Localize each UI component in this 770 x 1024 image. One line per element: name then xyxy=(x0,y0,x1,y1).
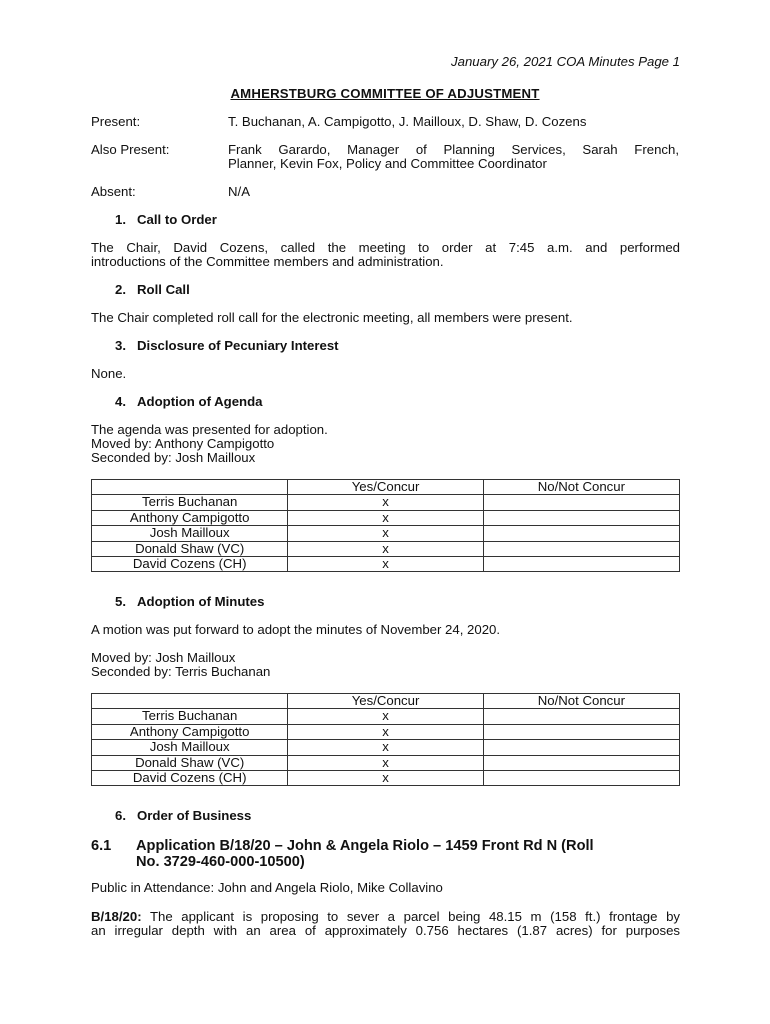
no-mark xyxy=(483,557,679,572)
no-mark xyxy=(483,709,679,724)
agenda-line-1: The agenda was presented for adoption. xyxy=(91,422,328,437)
application-title-line-1: Application B/18/20 – John & Angela Riolo – 1459 Front Rd N (Roll xyxy=(136,838,594,854)
present-value: T. Buchanan, A. Campigotto, J. Mailloux, D. Shaw, D. Cozens xyxy=(228,114,587,129)
minutes-line-1: A motion was put forward to adopt the minutes of November 24, 2020. xyxy=(91,622,501,637)
absent-value: N/A xyxy=(228,184,250,199)
yes-mark: x xyxy=(288,510,483,525)
no-mark xyxy=(483,541,679,556)
section-heading-roll-call xyxy=(115,283,190,298)
table-row xyxy=(92,526,680,541)
no-mark xyxy=(483,526,679,541)
section-title: Order of Business xyxy=(137,808,252,823)
application-description-text: The applicant is proposing to sever a parcel being 48.15 m (158 ft.) frontage by xyxy=(141,909,680,924)
member-name: Josh Mailloux xyxy=(92,526,288,541)
table-row xyxy=(92,755,680,770)
section-number: 5. xyxy=(115,594,126,609)
public-in-attendance: Public in Attendance: John and Angela Riolo, Mike Collavino xyxy=(91,880,443,895)
no-concur-header: No/Not Concur xyxy=(483,694,679,709)
page-header: January 26, 2021 COA Minutes Page 1 xyxy=(451,54,680,69)
section-number: 6. xyxy=(115,808,126,823)
table-row xyxy=(92,495,680,510)
table-row xyxy=(92,541,680,556)
table-cell xyxy=(92,480,288,495)
section-title: Call to Order xyxy=(137,212,217,227)
call-to-order-line-2: introductions of the Committee members and administration. xyxy=(91,254,444,269)
application-description-line-2: an irregular depth with an area of approximately 0.756 hectares (1.87 acres) for purposes xyxy=(91,923,680,938)
table-header-row xyxy=(92,694,680,709)
no-concur-header: No/Not Concur xyxy=(483,480,679,495)
yes-mark: x xyxy=(288,755,483,770)
member-name: Anthony Campigotto xyxy=(92,724,288,739)
member-name: David Cozens (CH) xyxy=(92,771,288,786)
yes-concur-header: Yes/Concur xyxy=(288,480,483,495)
section-number: 1. xyxy=(115,212,126,227)
table-row xyxy=(92,510,680,525)
section-heading-order-of-business xyxy=(115,809,251,824)
member-name: Donald Shaw (VC) xyxy=(92,755,288,770)
also-present-line-1: Frank Garardo, Manager of Planning Services, Sarah French, xyxy=(228,142,679,157)
agenda-seconded-by: Seconded by: Josh Mailloux xyxy=(91,450,256,465)
section-number: 3. xyxy=(115,338,126,353)
section-title: Adoption of Minutes xyxy=(137,594,265,609)
yes-mark: x xyxy=(288,557,483,572)
yes-mark: x xyxy=(288,709,483,724)
table-row xyxy=(92,771,680,786)
table-row xyxy=(92,709,680,724)
application-heading xyxy=(91,838,691,872)
application-title-line-2: No. 3729-460-000-10500) xyxy=(136,854,305,871)
section-heading-adoption-of-agenda xyxy=(115,395,263,410)
minutes-seconded-by: Seconded by: Terris Buchanan xyxy=(91,664,271,679)
table-row xyxy=(92,740,680,755)
no-mark xyxy=(483,495,679,510)
member-name: Anthony Campigotto xyxy=(92,510,288,525)
section-number: 2. xyxy=(115,282,126,297)
table-cell xyxy=(92,694,288,709)
section-title: Roll Call xyxy=(137,282,190,297)
member-name: Terris Buchanan xyxy=(92,495,288,510)
section-title: Disclosure of Pecuniary Interest xyxy=(137,338,339,353)
no-mark xyxy=(483,510,679,525)
also-present-line-2: Planner, Kevin Fox, Policy and Committee Coordinator xyxy=(228,156,547,171)
yes-mark: x xyxy=(288,771,483,786)
no-mark xyxy=(483,755,679,770)
section-title: Adoption of Agenda xyxy=(137,394,263,409)
disclosure-text: None. xyxy=(91,366,127,381)
document-title: AMHERSTBURG COMMITTEE OF ADJUSTMENT xyxy=(230,86,540,101)
yes-mark: x xyxy=(288,740,483,755)
table-row xyxy=(92,724,680,739)
present-label: Present: xyxy=(91,114,141,129)
section-heading-call-to-order xyxy=(115,213,217,228)
section-number: 4. xyxy=(115,394,126,409)
application-id-label: B/18/20: xyxy=(91,909,142,924)
also-present-label: Also Present: xyxy=(91,142,170,157)
application-title xyxy=(136,838,696,870)
yes-mark: x xyxy=(288,724,483,739)
yes-mark: x xyxy=(288,495,483,510)
no-mark xyxy=(483,724,679,739)
member-name: David Cozens (CH) xyxy=(92,557,288,572)
member-name: Josh Mailloux xyxy=(92,740,288,755)
absent-label: Absent: xyxy=(91,184,136,199)
table-row xyxy=(92,557,680,572)
application-number: 6.1 xyxy=(91,838,112,854)
member-name: Terris Buchanan xyxy=(92,709,288,724)
call-to-order-line-1: The Chair, David Cozens, called the meeting to order at 7:45 a.m. and performed xyxy=(91,240,680,255)
roll-call-text: The Chair completed roll call for the electronic meeting, all members were present. xyxy=(91,310,573,325)
agenda-moved-by: Moved by: Anthony Campigotto xyxy=(91,436,275,451)
section-heading-adoption-of-minutes xyxy=(115,595,264,610)
no-mark xyxy=(483,771,679,786)
minutes-moved-by: Moved by: Josh Mailloux xyxy=(91,650,236,665)
section-heading-disclosure xyxy=(115,339,339,354)
yes-mark: x xyxy=(288,526,483,541)
table-header-row xyxy=(92,480,680,495)
no-mark xyxy=(483,740,679,755)
agenda-vote-table xyxy=(91,479,680,572)
member-name: Donald Shaw (VC) xyxy=(92,541,288,556)
minutes-vote-table xyxy=(91,693,680,786)
yes-concur-header: Yes/Concur xyxy=(288,694,483,709)
yes-mark: x xyxy=(288,541,483,556)
